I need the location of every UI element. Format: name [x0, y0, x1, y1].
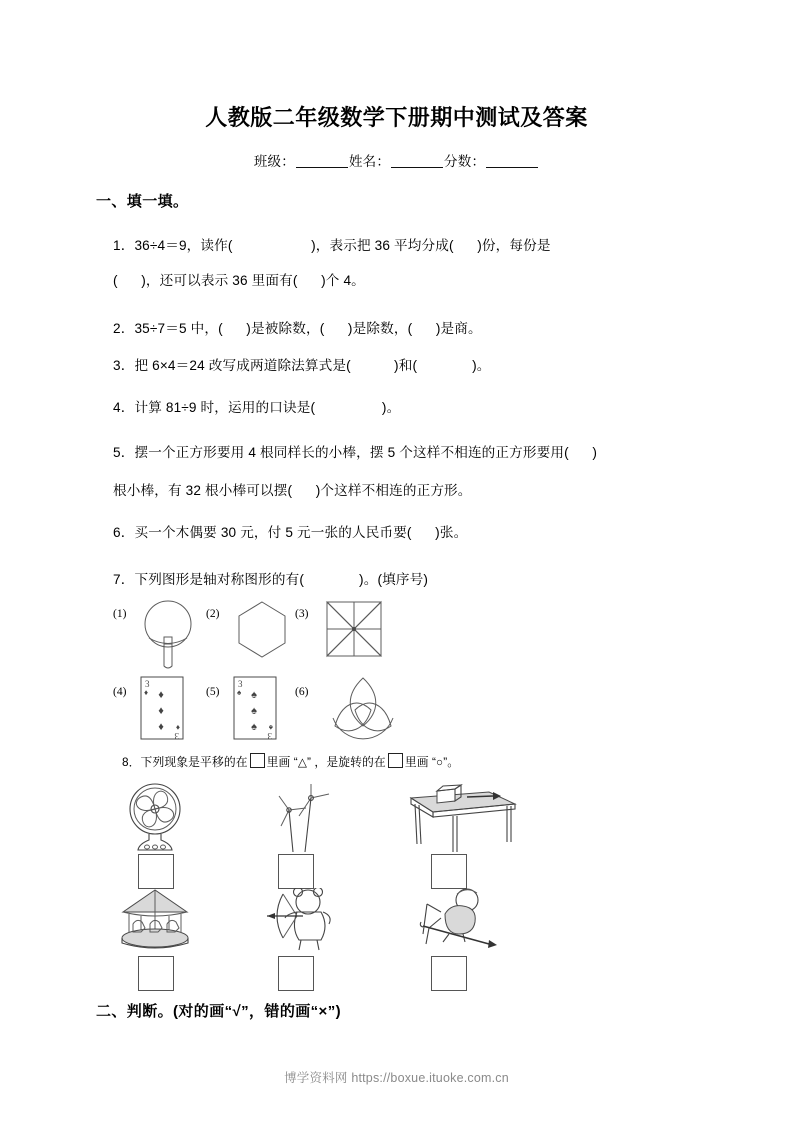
footer-watermark	[0, 1068, 793, 1086]
question-7: 7．下列图形是轴对称图形的有( )。(填序号)	[113, 572, 429, 587]
q8-phenomena-row-one	[113, 782, 553, 887]
translation-answer-box[interactable]	[250, 753, 265, 768]
section-heading-two: 二、判断。(对的画“√”，错的画“×”)	[96, 1003, 341, 1020]
bear-shooting-bow-icon	[253, 888, 363, 954]
q8-phenomena-row-two	[113, 888, 553, 993]
question-8-part-2: 里画 “△” ，是旋转的在	[266, 755, 386, 769]
carousel-icon	[113, 888, 223, 954]
electric-fan-icon	[113, 782, 223, 854]
q7-shape-3	[295, 596, 387, 674]
question-1-line-1: 1．36÷4＝9，读作( )，表示把 36 平均分成( )份，每份是	[113, 238, 551, 253]
question-5-line-1: 5．摆一个正方形要用 4 根同样长的小棒，摆 5 个这样不相连的正方形要用( )	[113, 445, 598, 460]
question-8	[122, 753, 459, 770]
footer-url: https://boxue.ituoke.com.cn	[351, 1071, 509, 1085]
student-info-line	[0, 150, 793, 170]
class-label: 班级：	[253, 154, 295, 169]
svg-text:♦: ♦	[158, 721, 164, 733]
q8-item-electric-fan	[113, 782, 233, 887]
svg-text:♠: ♠	[251, 721, 257, 733]
shape-label-3: (3)	[295, 608, 309, 620]
svg-text:♦: ♦	[175, 723, 180, 732]
answer-box-wind-turbines[interactable]	[278, 854, 314, 889]
pinwheel-icon	[321, 596, 387, 674]
svg-text:3: 3	[174, 731, 179, 741]
svg-text:♠: ♠	[237, 688, 242, 697]
skier-icon	[393, 888, 523, 954]
shape-label-4: (4)	[113, 686, 127, 698]
score-label: 分数：	[444, 154, 486, 169]
name-blank[interactable]	[391, 154, 443, 168]
svg-text:3: 3	[238, 679, 243, 689]
q8-item-carousel	[113, 888, 233, 993]
question-5-line-2: 根小棒，有 32 根小棒可以摆( )个这样不相连的正方形。	[113, 483, 472, 498]
question-8-part-1: 8．下列现象是平移的在	[122, 755, 248, 769]
section-heading-one: 一、填一填。	[96, 193, 189, 210]
trefoil-icon	[325, 674, 401, 746]
score-blank[interactable]	[486, 154, 538, 168]
box-pushed-on-table-icon	[393, 782, 523, 854]
q8-item-skier	[393, 888, 523, 993]
q7-shape-4	[113, 674, 205, 750]
question-3: 3．把 6×4＝24 改写成两道除法算式是( )和( )。	[113, 358, 491, 373]
question-2: 2．35÷7＝5 中，( )是被除数，( )是除数，( )是商。	[113, 321, 482, 336]
name-label: 姓名：	[348, 154, 391, 169]
playing-card-diamonds-icon	[137, 674, 189, 746]
q8-item-wind-turbines	[253, 782, 373, 887]
wind-turbines-icon	[253, 782, 363, 854]
q8-item-box-on-table	[393, 782, 523, 887]
round-fan-icon	[139, 596, 199, 674]
playing-card-spades-icon	[230, 674, 282, 746]
shape-label-1: (1)	[113, 608, 127, 620]
shape-label-2: (2)	[206, 608, 220, 620]
answer-box-carousel[interactable]	[138, 956, 174, 991]
rotation-answer-box[interactable]	[388, 753, 403, 768]
svg-text:3: 3	[145, 679, 150, 689]
svg-text:♦: ♦	[144, 688, 149, 697]
svg-text:♦: ♦	[158, 705, 164, 717]
svg-text:♠: ♠	[268, 723, 273, 732]
footer-site-name: 博学资料网	[284, 1071, 348, 1085]
svg-text:♦: ♦	[158, 689, 164, 701]
answer-box-skier[interactable]	[431, 956, 467, 991]
q7-shape-row-two	[113, 674, 413, 750]
q7-shape-5	[206, 674, 298, 750]
q7-shape-2	[206, 596, 298, 674]
q8-item-bear-archer	[253, 888, 373, 993]
svg-text:♠: ♠	[251, 705, 257, 717]
question-1-line-2: ( )，还可以表示 36 里面有( )个 4。	[113, 273, 365, 288]
svg-text:♠: ♠	[251, 689, 257, 701]
answer-box-box-on-table[interactable]	[431, 854, 467, 889]
page-title: 人教版二年级数学下册期中测试及答案	[205, 105, 588, 130]
question-8-part-3: 里画 “○”。	[404, 755, 460, 769]
q7-shape-6	[295, 674, 405, 750]
question-6: 6．买一个木偶要 30 元，付 5 元一张的人民币要( )张。	[113, 525, 468, 540]
answer-box-electric-fan[interactable]	[138, 854, 174, 889]
class-blank[interactable]	[296, 154, 348, 168]
q7-shape-row-one	[113, 596, 413, 674]
q7-shape-1	[113, 596, 205, 674]
svg-text:3: 3	[267, 731, 272, 741]
hexagon-icon	[232, 596, 294, 674]
shape-label-5: (5)	[206, 686, 220, 698]
shape-label-6: (6)	[295, 686, 309, 698]
question-4: 4．计算 81÷9 时，运用的口诀是( )。	[113, 400, 401, 415]
answer-box-bear-archer[interactable]	[278, 956, 314, 991]
